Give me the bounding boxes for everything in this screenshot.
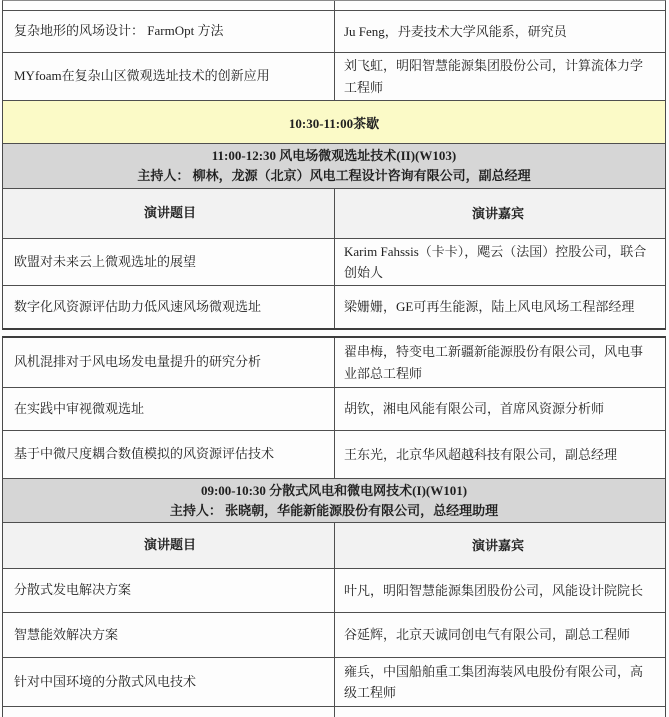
speaker-cell (335, 388, 665, 430)
talk-title: 基于中微尺度耦合数值模拟的风资源评估技术 (14, 446, 275, 462)
agenda-row (3, 238, 665, 285)
speaker-cell (335, 53, 665, 100)
talk-title: MYfoam在复杂山区微观选址技术的创新应用 (14, 68, 270, 84)
speaker-column-label: 演讲嘉宾 (471, 537, 524, 553)
session-header (3, 143, 665, 188)
talk-title-cell (3, 53, 335, 100)
talk-title: 复杂地形的风场设计： FarmOpt 方法 (14, 23, 224, 39)
cut-off-title-cell (3, 1, 335, 10)
column-header-row (3, 522, 665, 568)
speaker-cell (335, 569, 665, 612)
session-moderator: 主持人： 柳林，龙源（北京）风电工程设计咨询有限公司，副总经理 (137, 168, 531, 183)
talk-title-cell (3, 658, 335, 706)
topic-column-label: 演讲题目 (143, 537, 196, 553)
speaker-cell (335, 286, 665, 328)
agenda-row (3, 430, 665, 478)
speaker-cell (335, 613, 665, 657)
speaker-info: Ju Feng，丹麦技术大学风能系，研究员 (344, 23, 567, 39)
talk-title: 针对中国环境的分散式风电技术 (14, 673, 197, 689)
session-time-title: 09:00-10:30 分散式风电和微电网技术(I)(W101) (200, 482, 468, 498)
speaker-info: 刘飞虹，明阳智慧能源集团股份公司，计算流体力学工程师 (344, 58, 644, 95)
talk-title: 分散式发电解决方案 (14, 582, 132, 598)
agenda-row (3, 387, 665, 430)
table-fragment-bottom (2, 336, 666, 717)
speaker-cell (335, 658, 665, 706)
talk-title: 智慧能效解决方案 (14, 626, 119, 642)
speaker-info: 梁姗姗，GE可再生能源，陆上风电风场工程部经理 (344, 299, 635, 315)
topic-column-label: 演讲题目 (143, 205, 196, 221)
talk-title: 数字化风资源评估助力低风速风场微观选址 (14, 298, 262, 314)
talk-title-cell (3, 11, 335, 52)
table-fragment-top (2, 0, 666, 330)
session-moderator: 主持人： 张晓朝，华能新能源股份有限公司，总经理助理 (169, 502, 499, 518)
talk-title-cell (3, 286, 335, 328)
talk-title: 风机混排对于风电场发电量提升的研究分析 (14, 354, 262, 370)
talk-title-cell (3, 569, 335, 612)
speaker-cell (335, 11, 665, 52)
speaker-info: 胡钦，湘电风能有限公司，首席风资源分析师 (344, 401, 605, 417)
tea-break-label: 10:30-11:00茶歇 (288, 115, 380, 131)
agenda-row (3, 657, 665, 706)
speaker-info: 叶凡，明阳智慧能源集团股份公司，风能设计院院长 (344, 582, 644, 598)
agenda-row (3, 285, 665, 328)
talk-title-cell (3, 388, 335, 430)
column-header-row (3, 188, 665, 238)
cut-off-row (3, 1, 665, 10)
talk-title-cell (3, 239, 335, 285)
agenda-row (3, 10, 665, 52)
session-header (3, 478, 665, 522)
speaker-column-header (335, 189, 665, 238)
topic-column-header (3, 189, 335, 238)
talk-title-cell (3, 613, 335, 657)
agenda-row (3, 52, 665, 100)
speaker-cell (335, 431, 665, 478)
cut-off-row (3, 706, 665, 717)
agenda-row (3, 612, 665, 657)
agenda-row (3, 568, 665, 612)
cut-off-speaker-cell (335, 1, 665, 10)
speaker-cell (335, 338, 665, 387)
cut-off-speaker-cell (335, 707, 665, 717)
speaker-column-label: 演讲嘉宾 (471, 205, 524, 221)
talk-title: 在实践中审视微观选址 (14, 400, 145, 416)
cut-off-title-cell (3, 707, 335, 717)
topic-column-header (3, 523, 335, 568)
talk-title: 欧盟对未来云上微观选址的展望 (14, 253, 197, 269)
speaker-info: 谷延辉，北京天诚同创电气有限公司，副总工程师 (344, 627, 631, 643)
speaker-info: 翟串梅，特变电工新疆新能源股份有限公司，风电事业部总工程师 (344, 344, 644, 381)
speaker-info: 王东光，北京华风超越科技有限公司，副总经理 (344, 446, 618, 462)
talk-title-cell (3, 431, 335, 478)
speaker-cell (335, 239, 665, 285)
tea-break-row (3, 100, 665, 143)
speaker-info: Karim Fahssis（卡卡），飔云（法国）控股公司，联合创始人 (344, 243, 647, 280)
speaker-column-header (335, 523, 665, 568)
agenda-row (3, 338, 665, 387)
session-time-title: 11:00-12:30 风电场微观选址技术(II)(W103) (211, 148, 457, 163)
talk-title-cell (3, 338, 335, 387)
speaker-info: 雍兵，中国船舶重工集团海装风电股份有限公司，高级工程师 (344, 663, 644, 700)
